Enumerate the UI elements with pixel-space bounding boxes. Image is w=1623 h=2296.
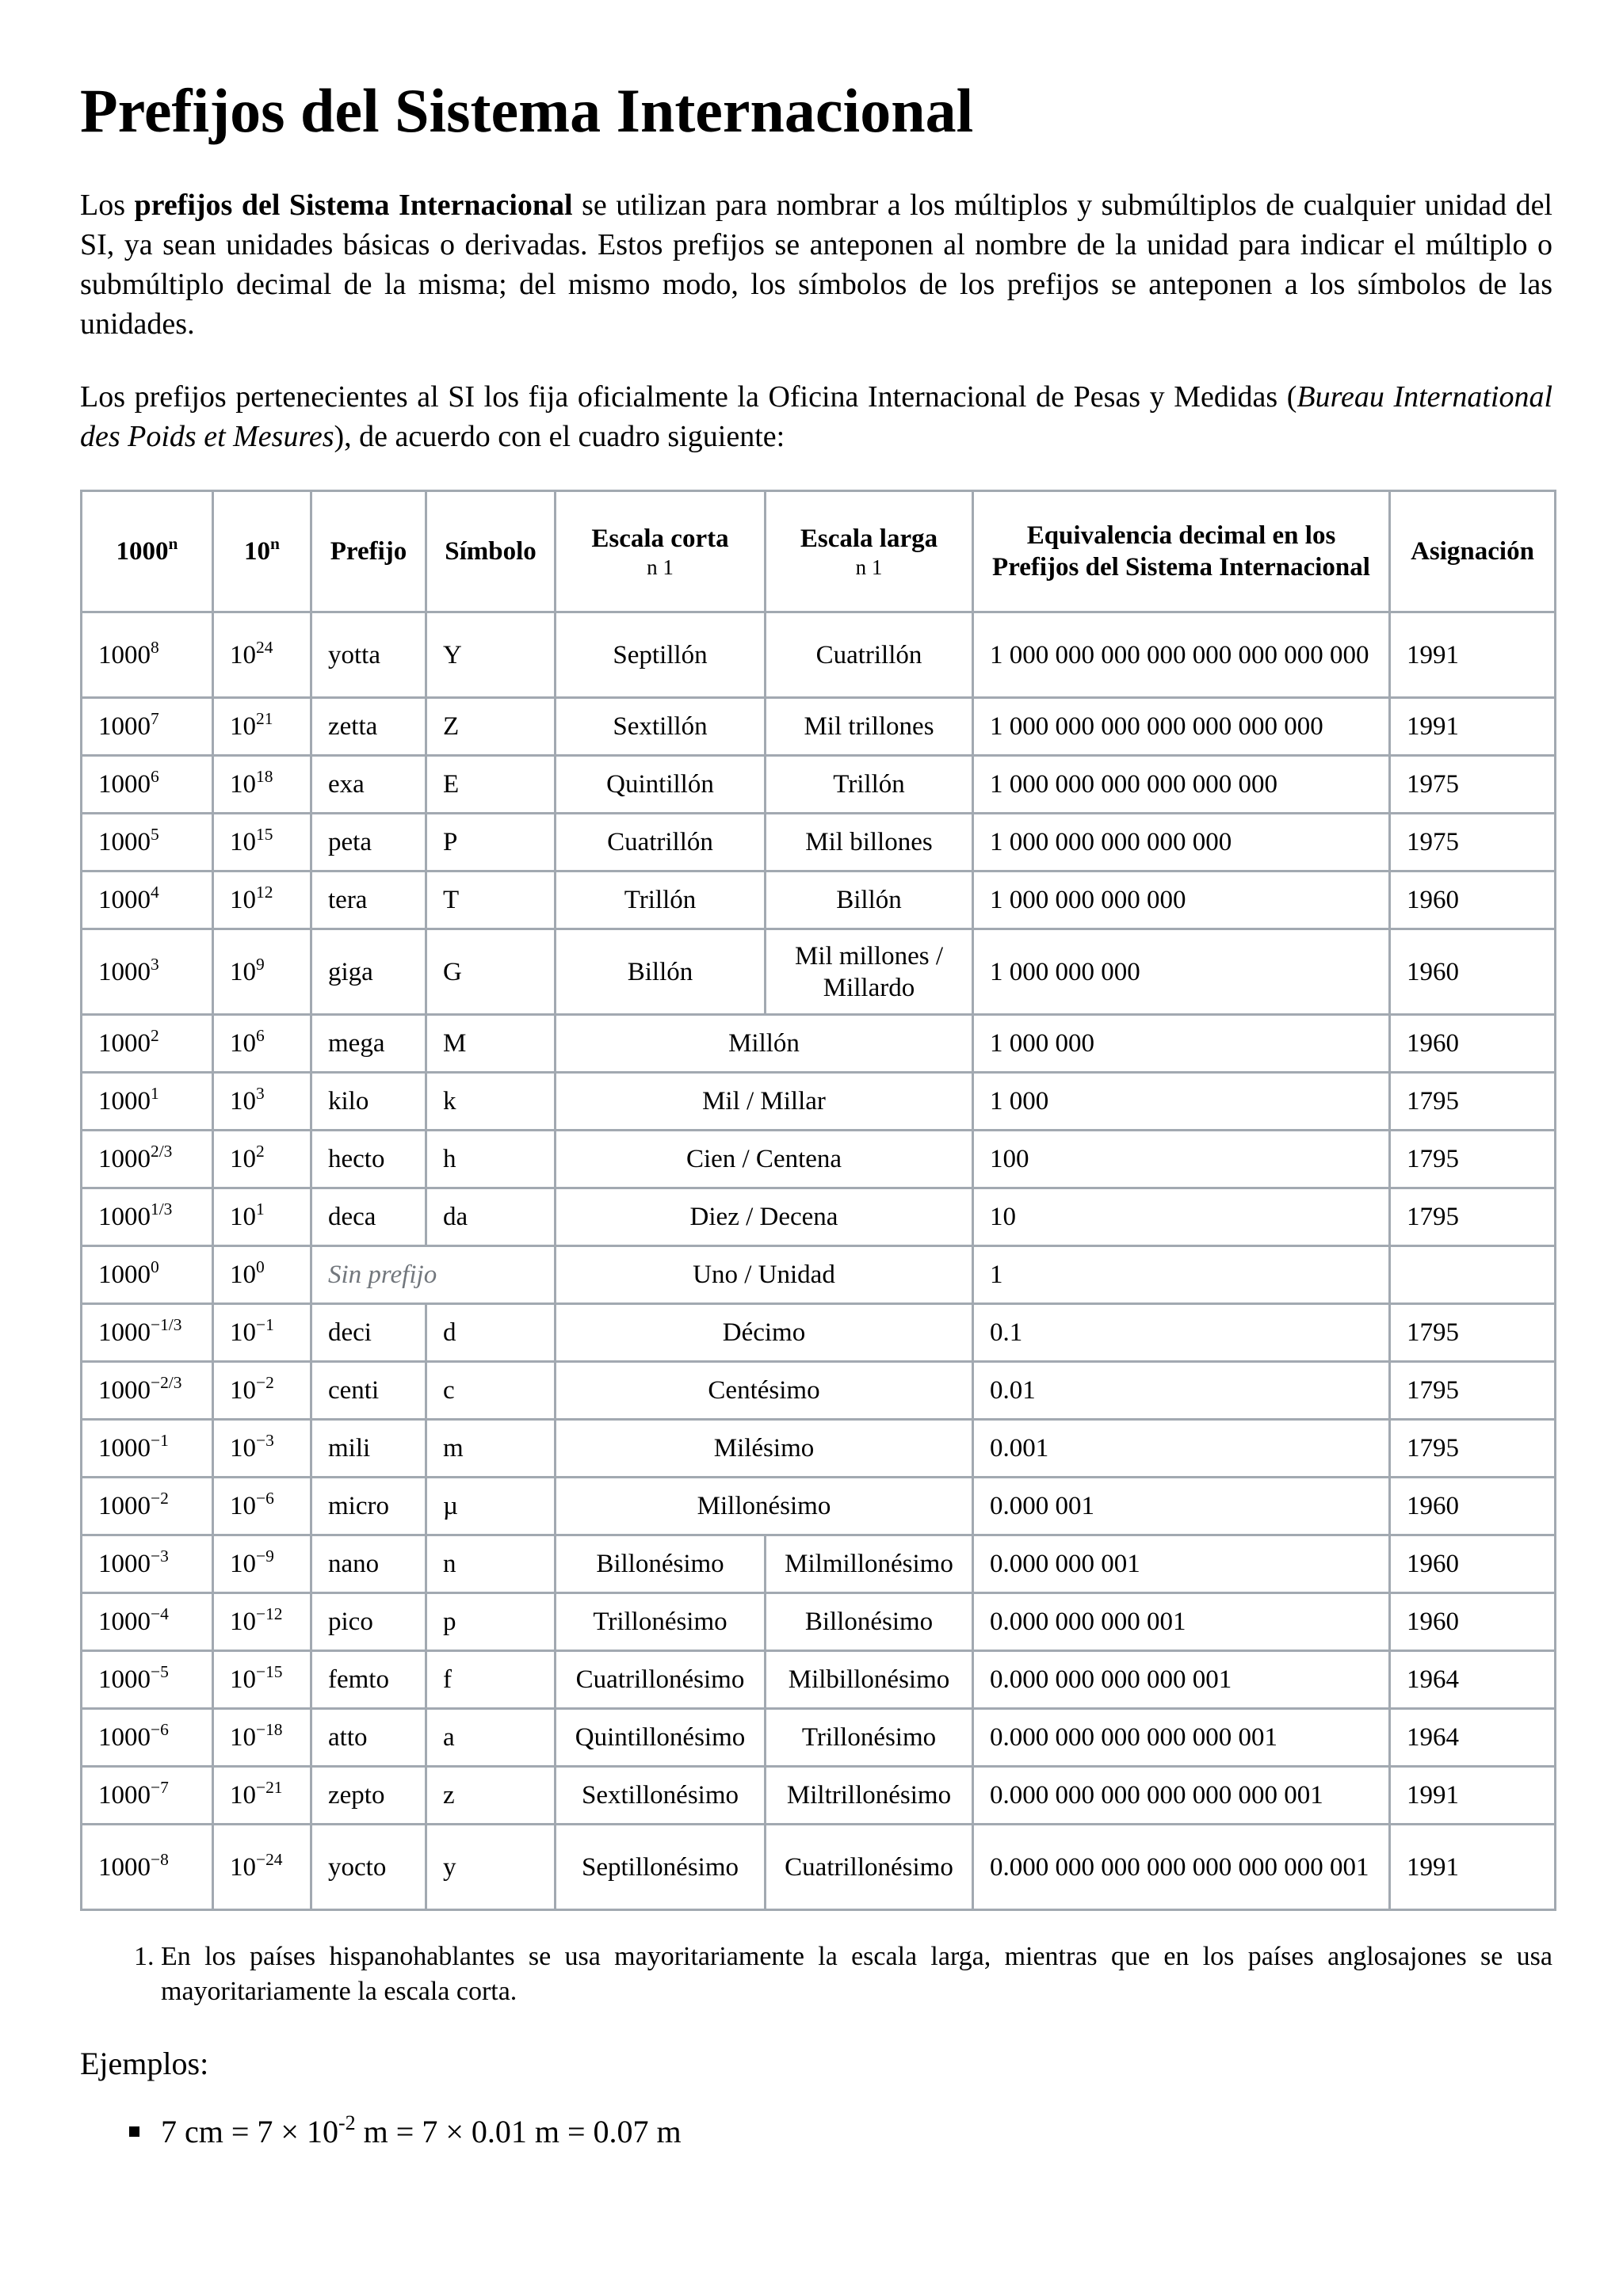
cell-10n: $10^{-6}$ <box>213 1478 311 1535</box>
cell-escala-corta: Trillón <box>556 871 766 929</box>
intro-paragraph-2 <box>80 377 1552 456</box>
cell-asignacion: 1795 <box>1390 1362 1556 1420</box>
intro-p1-prefix: Los <box>80 189 135 222</box>
cell-10n: $10^{-1}$ <box>213 1304 311 1362</box>
table-row <box>82 929 1556 1015</box>
cell-escala-larga: Cuatrillonésimo <box>766 1825 973 1910</box>
cell-escala: Mil / Millar <box>556 1073 973 1131</box>
cell-asignacion: 1960 <box>1390 1535 1556 1593</box>
cell-1000n: $1000^{-6}$ <box>82 1709 213 1767</box>
cell-simbolo: n <box>426 1535 556 1593</box>
cell-1000n: $1000^{-2}$ <box>82 1478 213 1535</box>
examples-heading: Ejemplos: <box>80 2046 209 2081</box>
cell-1000n: $1000^{-7}$ <box>82 1767 213 1825</box>
cell-sin-prefijo: Sin prefijo <box>311 1246 556 1304</box>
cell-equivalencia: 0.01 <box>973 1362 1390 1420</box>
table-row <box>82 1478 1556 1535</box>
cell-10n: $10^{-2}$ <box>213 1362 311 1420</box>
cell-asignacion: 1795 <box>1390 1188 1556 1246</box>
si-prefix-table <box>80 490 1556 1911</box>
header-escala-larga: Escala larga n 1 <box>766 491 973 612</box>
bullet-icon <box>129 2126 139 2137</box>
cell-1000n: 1000$^1$ <box>82 1073 213 1131</box>
cell-equivalencia: 0.000 000 000 000 000 001 <box>973 1709 1390 1767</box>
cell-equivalencia: 0.000 000 000 001 <box>973 1593 1390 1651</box>
cell-simbolo: G <box>426 929 556 1015</box>
cell-equivalencia: 1 000 000 000 000 <box>973 871 1390 929</box>
header-10n: 10$^n$ <box>213 491 311 612</box>
cell-asignacion: 1795 <box>1390 1304 1556 1362</box>
header-asignacion: Asignación <box>1390 491 1556 612</box>
cell-escala-corta: Sextillón <box>556 698 766 756</box>
cell-prefijo: pico <box>311 1593 426 1651</box>
cell-escala: Millonésimo <box>556 1478 973 1535</box>
cell-1000n: 1000$^3$ <box>82 929 213 1015</box>
cell-escala-larga: Mil millones / Millardo <box>766 929 973 1015</box>
cell-simbolo: M <box>426 1015 556 1073</box>
table-row <box>82 1651 1556 1709</box>
examples-list <box>80 2112 1552 2152</box>
cell-equivalencia: 1 000 <box>973 1073 1390 1131</box>
cell-asignacion: 1991 <box>1390 1767 1556 1825</box>
cell-asignacion: 1991 <box>1390 1825 1556 1910</box>
header-1000n: 1000$^n$ <box>82 491 213 612</box>
cell-asignacion: 1960 <box>1390 1478 1556 1535</box>
cell-equivalencia: 0.000 000 000 000 001 <box>973 1651 1390 1709</box>
cell-escala: Diez / Decena <box>556 1188 973 1246</box>
cell-equivalencia: 1 <box>973 1246 1390 1304</box>
cell-equivalencia: 0.001 <box>973 1420 1390 1478</box>
cell-10n: $10^{12}$ <box>213 871 311 929</box>
cell-simbolo: a <box>426 1709 556 1767</box>
cell-1000n: 1000$^5$ <box>82 814 213 871</box>
cell-simbolo: h <box>426 1131 556 1188</box>
cell-prefijo: nano <box>311 1535 426 1593</box>
cell-equivalencia: 1 000 000 000 000 000 000 000 <box>973 698 1390 756</box>
cell-10n: $10^9$ <box>213 929 311 1015</box>
cell-asignacion: 1991 <box>1390 698 1556 756</box>
cell-simbolo: y <box>426 1825 556 1910</box>
cell-simbolo: Y <box>426 612 556 698</box>
cell-escala-larga: Trillón <box>766 756 973 814</box>
cell-escala: Décimo <box>556 1304 973 1362</box>
table-row <box>82 1709 1556 1767</box>
cell-10n: $10^{15}$ <box>213 814 311 871</box>
cell-escala-larga: Mil trillones <box>766 698 973 756</box>
cell-asignacion: 1975 <box>1390 756 1556 814</box>
cell-1000n: $1000^{-3}$ <box>82 1535 213 1593</box>
table-row <box>82 814 1556 871</box>
cell-asignacion: 1975 <box>1390 814 1556 871</box>
intro-p1-rest: se utilizan para nombrar a los múltiplos y submúltiplos de cualquier unidad del SI, ya sean unidades básicas o derivadas. Estos prefijos se anteponen al nombre de la unidad para indicar el múltiplo o submúltiplo decimal de la misma; del mismo modo, los símbolos de los prefijos se anteponen a los símbolos de las unidades. <box>80 189 1552 341</box>
escala-larga-note: n 1 <box>855 555 883 579</box>
cell-10n: $10^{-21}$ <box>213 1767 311 1825</box>
cell-escala-corta: Sextillonésimo <box>556 1767 766 1825</box>
cell-simbolo: c <box>426 1362 556 1420</box>
cell-prefijo: kilo <box>311 1073 426 1131</box>
cell-10n: $10^{-9}$ <box>213 1535 311 1593</box>
cell-prefijo: femto <box>311 1651 426 1709</box>
cell-prefijo: centi <box>311 1362 426 1420</box>
cell-prefijo: deca <box>311 1188 426 1246</box>
cell-escala-corta: Septillón <box>556 612 766 698</box>
cell-escala-larga: Trillonésimo <box>766 1709 973 1767</box>
footnotes <box>80 1939 1552 2009</box>
cell-equivalencia: 1 000 000 000 000 000 <box>973 814 1390 871</box>
cell-asignacion: 1991 <box>1390 612 1556 698</box>
intro-p2-prefix: Los prefijos pertenecientes al SI los fija oficialmente la Oficina Internacional de Pesas y Medidas ( <box>80 380 1297 414</box>
intro-paragraph-1 <box>80 185 1552 344</box>
footnote-1: 1. En los países hispanohablantes se usa mayoritariamente la escala larga, mientras que en los países anglosajones se usa mayoritariamente la escala corta. <box>161 1939 1552 2009</box>
cell-prefijo: giga <box>311 929 426 1015</box>
table-row <box>82 612 1556 698</box>
cell-10n: $10^2$ <box>213 1131 311 1188</box>
cell-asignacion: 1964 <box>1390 1651 1556 1709</box>
cell-escala-corta: Cuatrillonésimo <box>556 1651 766 1709</box>
table-row <box>82 1420 1556 1478</box>
cell-simbolo: da <box>426 1188 556 1246</box>
table-row <box>82 756 1556 814</box>
cell-prefijo: mega <box>311 1015 426 1073</box>
cell-1000n: $1000^{1/3}$ <box>82 1188 213 1246</box>
cell-asignacion: 1960 <box>1390 1593 1556 1651</box>
cell-escala: Cien / Centena <box>556 1131 973 1188</box>
cell-simbolo: E <box>426 756 556 814</box>
cell-asignacion: 1795 <box>1390 1131 1556 1188</box>
cell-equivalencia: 100 <box>973 1131 1390 1188</box>
cell-escala-larga: Mil billones <box>766 814 973 871</box>
cell-1000n: 1000$^0$ <box>82 1246 213 1304</box>
cell-simbolo: Z <box>426 698 556 756</box>
header-simbolo: Símbolo <box>426 491 556 612</box>
cell-prefijo: zepto <box>311 1767 426 1825</box>
cell-simbolo: T <box>426 871 556 929</box>
cell-equivalencia: 1 000 000 <box>973 1015 1390 1073</box>
table-row <box>82 1073 1556 1131</box>
cell-1000n: $1000^{-2/3}$ <box>82 1362 213 1420</box>
table-row <box>82 1825 1556 1910</box>
article <box>80 76 1552 2152</box>
table-row <box>82 1535 1556 1593</box>
header-escala-corta: Escala corta n 1 <box>556 491 766 612</box>
intro-p2-rest: ), de acuerdo con el cuadro siguiente: <box>334 420 785 453</box>
table-body <box>82 612 1556 1910</box>
cell-equivalencia: 1 000 000 000 <box>973 929 1390 1015</box>
cell-equivalencia: 1 000 000 000 000 000 000 <box>973 756 1390 814</box>
cell-asignacion: 1960 <box>1390 929 1556 1015</box>
header-equivalencia: Equivalencia decimal en los Prefijos del Sistema Internacional <box>973 491 1390 612</box>
cell-escala-larga: Billón <box>766 871 973 929</box>
cell-1000n: 1000$^6$ <box>82 756 213 814</box>
cell-prefijo: yotta <box>311 612 426 698</box>
escala-corta-note: n 1 <box>647 555 674 579</box>
cell-10n: $10^{24}$ <box>213 612 311 698</box>
cell-equivalencia: 0.000 000 001 <box>973 1535 1390 1593</box>
cell-asignacion: 1960 <box>1390 871 1556 929</box>
cell-10n: $10^0$ <box>213 1246 311 1304</box>
cell-10n: $10^{-18}$ <box>213 1709 311 1767</box>
cell-10n: $10^1$ <box>213 1188 311 1246</box>
cell-escala-corta: Quintillonésimo <box>556 1709 766 1767</box>
cell-escala: Uno / Unidad <box>556 1246 973 1304</box>
table-row <box>82 1593 1556 1651</box>
cell-prefijo: atto <box>311 1709 426 1767</box>
cell-escala-corta: Billonésimo <box>556 1535 766 1593</box>
table-row <box>82 1246 1556 1304</box>
cell-escala-larga: Milbillonésimo <box>766 1651 973 1709</box>
cell-escala-larga: Cuatrillón <box>766 612 973 698</box>
cell-1000n: 1000$^7$ <box>82 698 213 756</box>
cell-equivalencia: 0.1 <box>973 1304 1390 1362</box>
table-row <box>82 1304 1556 1362</box>
table-header-row <box>82 491 1556 612</box>
cell-escala-corta: Billón <box>556 929 766 1015</box>
cell-1000n: $1000^{2/3}$ <box>82 1131 213 1188</box>
cell-prefijo: micro <box>311 1478 426 1535</box>
cell-1000n: $1000^{-1}$ <box>82 1420 213 1478</box>
cell-10n: $10^{-3}$ <box>213 1420 311 1478</box>
cell-escala-larga: Miltrillonésimo <box>766 1767 973 1825</box>
table-row <box>82 1015 1556 1073</box>
example-item: 7 cm = $7 \times 10^{-2}$ m = 7 × 0.01 m = 0.07 m <box>161 2112 1552 2152</box>
table-row <box>82 1131 1556 1188</box>
cell-asignacion: 1795 <box>1390 1420 1556 1478</box>
cell-1000n: $1000^{-1/3}$ <box>82 1304 213 1362</box>
header-prefijo: Prefijo <box>311 491 426 612</box>
cell-equivalencia: 0.000 001 <box>973 1478 1390 1535</box>
cell-escala: Milésimo <box>556 1420 973 1478</box>
cell-10n: $10^{-24}$ <box>213 1825 311 1910</box>
cell-asignacion: 1964 <box>1390 1709 1556 1767</box>
cell-escala-corta: Quintillón <box>556 756 766 814</box>
table-row <box>82 1362 1556 1420</box>
cell-escala: Centésimo <box>556 1362 973 1420</box>
cell-prefijo: deci <box>311 1304 426 1362</box>
cell-10n: $10^3$ <box>213 1073 311 1131</box>
cell-escala-corta: Trillonésimo <box>556 1593 766 1651</box>
cell-1000n: $1000^{-5}$ <box>82 1651 213 1709</box>
cell-1000n: $1000^{-4}$ <box>82 1593 213 1651</box>
cell-prefijo: mili <box>311 1420 426 1478</box>
cell-prefijo: hecto <box>311 1131 426 1188</box>
cell-escala-larga: Billonésimo <box>766 1593 973 1651</box>
cell-10n: $10^{18}$ <box>213 756 311 814</box>
table-row <box>82 871 1556 929</box>
page-title: Prefijos del Sistema Internacional <box>80 76 974 145</box>
table-row <box>82 1767 1556 1825</box>
cell-prefijo: exa <box>311 756 426 814</box>
cell-simbolo: z <box>426 1767 556 1825</box>
cell-10n: $10^{-15}$ <box>213 1651 311 1709</box>
intro-p2-italic: Bureau International des Poids et Mesures <box>80 380 1553 453</box>
cell-10n: $10^{-12}$ <box>213 1593 311 1651</box>
cell-equivalencia: 0.000 000 000 000 000 000 001 <box>973 1767 1390 1825</box>
cell-1000n: 1000$^4$ <box>82 871 213 929</box>
cell-prefijo: zetta <box>311 698 426 756</box>
cell-asignacion <box>1390 1246 1556 1304</box>
cell-simbolo: µ <box>426 1478 556 1535</box>
table-row <box>82 1188 1556 1246</box>
cell-escala: Millón <box>556 1015 973 1073</box>
cell-10n: $10^6$ <box>213 1015 311 1073</box>
cell-escala-corta: Cuatrillón <box>556 814 766 871</box>
cell-asignacion: 1795 <box>1390 1073 1556 1131</box>
cell-simbolo: P <box>426 814 556 871</box>
intro-p1-bold: prefijos del Sistema Internacional <box>134 189 573 222</box>
cell-prefijo: tera <box>311 871 426 929</box>
cell-escala-corta: Septillonésimo <box>556 1825 766 1910</box>
cell-asignacion: 1960 <box>1390 1015 1556 1073</box>
cell-1000n: $1000^{-8}$ <box>82 1825 213 1910</box>
cell-simbolo: d <box>426 1304 556 1362</box>
cell-prefijo: yocto <box>311 1825 426 1910</box>
cell-prefijo: peta <box>311 814 426 871</box>
cell-1000n: 1000$^2$ <box>82 1015 213 1073</box>
cell-equivalencia: 1 000 000 000 000 000 000 000 000 <box>973 612 1390 698</box>
cell-escala-larga: Milmillonésimo <box>766 1535 973 1593</box>
cell-simbolo: f <box>426 1651 556 1709</box>
table-row <box>82 698 1556 756</box>
cell-simbolo: p <box>426 1593 556 1651</box>
cell-simbolo: m <box>426 1420 556 1478</box>
cell-equivalencia: 10 <box>973 1188 1390 1246</box>
cell-simbolo: k <box>426 1073 556 1131</box>
cell-1000n: 1000$^8$ <box>82 612 213 698</box>
cell-equivalencia: 0.000 000 000 000 000 000 000 001 <box>973 1825 1390 1910</box>
cell-10n: $10^{21}$ <box>213 698 311 756</box>
